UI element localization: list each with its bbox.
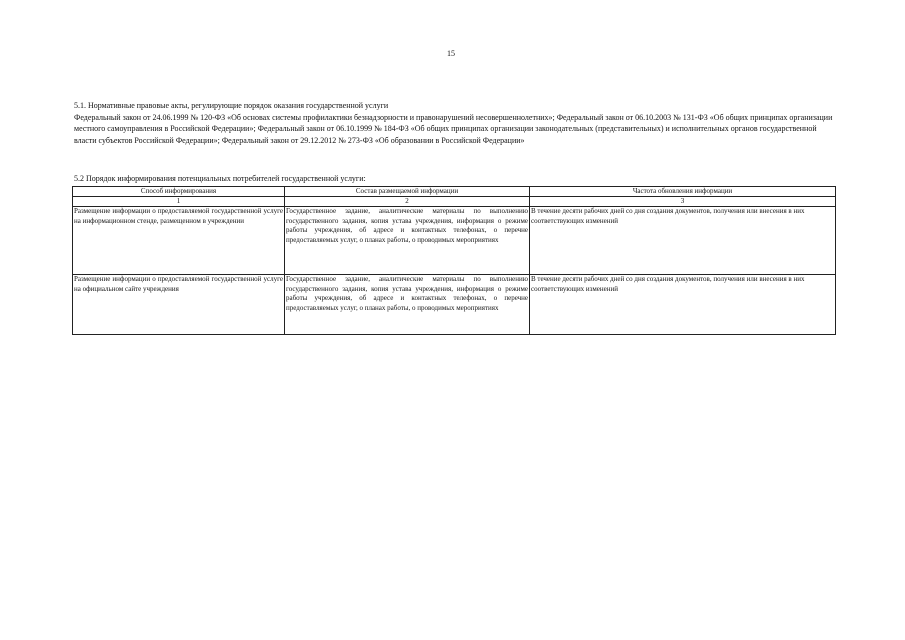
column-header-content: Состав размещаемой информации xyxy=(285,187,530,197)
column-header-method: Способ информирования xyxy=(73,187,285,197)
section-5-2-title: 5.2 Порядок информирования потенциальных потребителей государственной услуги: xyxy=(74,174,366,183)
column-number: 2 xyxy=(285,197,530,207)
cell-method: Размещение информации о предоставляемой государственной услуге на информационном стенде, размещенном в учреждении xyxy=(73,207,285,275)
cell-frequency: В течение десяти рабочих дней со дня создания документов, получения или внесения в них соответствующих изменений xyxy=(530,275,836,335)
table-header-row xyxy=(73,187,836,197)
column-number: 3 xyxy=(530,197,836,207)
table-row xyxy=(73,275,836,335)
cell-method: Размещение информации о предоставляемой государственной услуге на официальном сайте учреждения xyxy=(73,275,285,335)
cell-content: Государственное задание, аналитические материалы по выполнению государственного задания, копия устава учреждения, информация о режиме работы учреждения, об адресе и контактных телефонах, о перечне предоставляемых услуг, о планах работы, о проводимых мероприятиях xyxy=(285,275,530,335)
column-number: 1 xyxy=(73,197,285,207)
cell-content: Государственное задание, аналитические материалы по выполнению государственного задания, копия устава учреждения, информация о режиме работы учреждения, об адресе и контактных телефонах, о перечне предоставляемых услуг, о планах работы, о проводимых мероприятиях xyxy=(285,207,530,275)
section-5-1 xyxy=(74,100,834,146)
information-table xyxy=(72,186,836,335)
table-row xyxy=(73,207,836,275)
column-number-row xyxy=(73,197,836,207)
page-number: 15 xyxy=(447,49,455,58)
section-5-1-heading: 5.1. Нормативные правовые акты, регулирующие порядок оказания государственной услуги xyxy=(74,101,389,110)
column-header-frequency: Частота обновления информации xyxy=(530,187,836,197)
cell-frequency: В течение десяти рабочих дней со дня создания документов, получения или внесения в них соответствующих изменений xyxy=(530,207,836,275)
section-5-1-text: Федеральный закон от 24.06.1999 № 120-ФЗ «Об основах системы профилактики безнадзорности и правонарушений несовершеннолетних»; Федеральный закон от 06.10.2003 № 131-ФЗ «Об общих принципах организации местного самоуправления в Российской Федерации»; Федеральный закон от 06.10.1999 № 184-ФЗ «Об общих принципах организации законодательных (представительных) и исполнительных органов государственной власти субъектов Российской Федерации»; Федеральный закон от 29.12.2012 № 273-ФЗ «Об образовании в Российской Федерации» xyxy=(74,112,833,145)
